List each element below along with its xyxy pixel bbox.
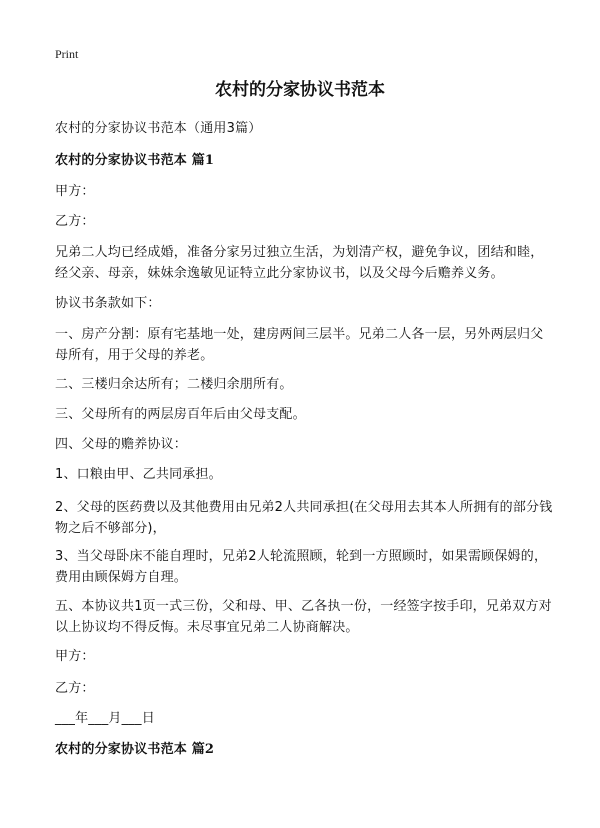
intro-paragraph: 兄弟二人均已经成婚，准备分家另过独立生活，为划清产权，避免争议，团结和睦，经父亲、母亲，妹妹余逸敏见证特立此分家协议书，以及父母今后赡养义务。 [55,245,544,281]
section-heading-2: 农村的分家协议书范本 篇2 [55,742,215,757]
term-4-item-2: 2、父母的医药费以及其他费用由兄弟2人共同承担(在父母用去其本人所拥有的部分钱物之后不够部分)， [55,500,553,536]
term-2: 二、三楼归余达所有；二楼归余朋所有。 [55,377,293,392]
term-4-item-3: 3、当父母卧床不能自理时，兄弟2人轮流照顾，轮到一方照顾时，如果需顾保姆的，费用由顾保姆方自理。 [55,549,548,585]
term-4: 四、父母的赡养协议： [55,437,188,452]
signature-party-b: 乙方： [55,681,95,696]
document-subtitle: 农村的分家协议书范本（通用3篇） [55,121,262,136]
party-b-label: 乙方： [55,214,95,229]
terms-heading: 协议书条款如下： [55,296,161,311]
term-1: 一、房产分割：原有宅基地一处，建房两间三层半。兄弟二人各一层，另外两层归父母所有，用于父母的养老。 [55,327,544,363]
term-4-item-1: 1、口粮由甲、乙共同承担。 [55,467,222,482]
party-a-label: 甲方： [55,184,95,199]
signature-party-a: 甲方： [55,649,95,664]
section-heading-1: 农村的分家协议书范本 篇1 [55,153,215,168]
term-3: 三、父母所有的两层房百年后由父母支配。 [55,407,306,422]
document-title: 农村的分家协议书范本 [215,80,385,100]
date-line: ___年___月___日 [55,711,155,726]
term-5: 五、本协议共1页一式三份，父和母、甲、乙各执一份，一经签字按手印，兄弟双方对以上协议均不得反悔。未尽事宜兄弟二人协商解决。 [55,599,552,635]
print-label: Print [55,47,79,61]
